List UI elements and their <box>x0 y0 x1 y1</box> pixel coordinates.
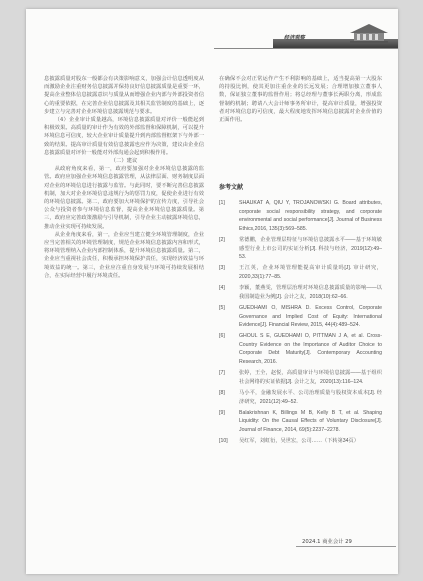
issue-number: 2024.1 <box>302 539 321 545</box>
reference-number: [4] <box>219 285 225 292</box>
reference-number: [1] <box>219 200 225 206</box>
right-paragraph-1: 在确保不会对正常运作产生不利影响的基础上，适当提高第一大股东的持股比例，使其更加注重企业的长远发展；合理增加独立董事人数，保证独立董事的监督作用；将总经理与董事长两职分离，形成监督制约机制；聘请八大会计师事务所审计，提高审计质量，增强投资者对环境信息的可信度，最大程度地发挥环境信息披露对企业价值的正面作用。 <box>219 76 382 124</box>
reference-text: GHOUL S E, GUEDHAMI O, PITTMAN J A, et al. Cross-Country Evidence on the Importance of Auditor Choice to Corporate Debt Maturity[J]. Contemporary Accounting Research, 2016. <box>239 333 382 366</box>
building-logo-icon <box>346 21 392 43</box>
reference-number: [8] <box>219 390 225 397</box>
reference-number: [2] <box>219 236 225 243</box>
header-rule <box>214 48 398 49</box>
reference-item <box>219 264 382 281</box>
reference-text: GUEDHAMI O, MISHRA D. Excess Control, Corporate Governance and Implied Cost of Equity: International Evidence[J]. Financial Review, 2015, 44(4):489–524. <box>239 304 382 329</box>
reference-item <box>219 437 382 446</box>
reference-text: 王江英，企业环境管理能提高审计质量吗[J]. 审计研究，2020,33(1):77–85. <box>239 265 382 280</box>
page-number: 29 <box>345 539 352 545</box>
reference-number: [9] <box>219 409 225 416</box>
reference-text: SHAUKAT A, QIU Y, TROJANOWSKI G. Board attributes, corporate social responsibility strategy, and corporate environmental and social performance[J]. Journal of Business Ethics,2016, 135(3):569–585. <box>239 200 382 232</box>
left-paragraph-3: 从政府角度来看，第一，政府要加强对企业环境信息披露的监管。政府应加强企业环境信息披露管理，从法律层面、财务制度层面对企业的环境信息进行披露与监管。与此同时，要不断完善信息披露机制，加大对企业环境信息违规行为的惩罚力度，促使企业进行有效的环境信息披露。第二，政府要加大环境保护的宣传力度，引导社会公众与投资者参与环境信息监督，提高企业环境信息披露质量。第三，政府应完善政策激励与引导机制，引导企业主动披露环境信息，推动企业实现可持续发展。 <box>44 166 204 230</box>
right-column <box>219 75 382 124</box>
subsection-heading: （二）建议 <box>110 158 138 165</box>
reference-text: 李颖，董燕雯，管理层治理对环境信息披露质量的影响——以我国制造业为例[J]. 会计之友，2018(10):62–66. <box>239 285 382 300</box>
left-paragraph-1: 息披露质量对股东一般都会有决策影响意义，加强会计信息透明度从而激励企业注重财务信息披露并保持良好信息披露质量是重要一环，提高企业整体信息披露意识与质量从而增强企业内部与外部投资者信心的重要依据，在完善企业信息披露及其相关监管制度的基础上，逐步建立与完善对企业环境信息披露规范与要求。 <box>44 76 204 115</box>
reference-item <box>219 284 382 301</box>
reference-item <box>219 236 382 262</box>
references-list <box>219 199 382 448</box>
left-paragraph-4: 从企业角度来看，第一，企业应当建立健全环境管理制度，企业应当完善相关的环境管理制度，规范企业环境信息披露内容和形式，将环境管理纳入企业内部控制体系，提升环境信息披露质量。第二，企业应当重视社会责任，积极承担环境保护责任，实现经济效益与环境效益的统一。第三，企业应注重自身发展与环境可持续发展相结合，在实际经营中履行环境责任。 <box>44 231 204 279</box>
left-column <box>44 75 204 280</box>
journal-page <box>26 9 398 574</box>
page-footer <box>302 537 352 545</box>
reference-item <box>219 199 382 233</box>
reference-number: [7] <box>219 370 225 377</box>
reference-item <box>219 389 382 406</box>
reference-text: 张婷，王全，赵悦，高质量审计与环境信息披露——基于组织社会网络的实证依据[J]. 会计之友，2020(13):116–124. <box>239 370 382 385</box>
reference-number: [6] <box>219 333 225 340</box>
references-title: 参考文献 <box>219 184 244 191</box>
reference-item <box>219 332 382 366</box>
left-paragraph-2: （4）企业审计质量越高，环境信息披露质量对评价一般能起到积极效果。高质量的审计作为有效的外部监督和保障机制，可以提升环境信息可信度，较大企业审计质量提升到内部监督框架下与外部一致的结果。提高审计质量有效信息披露也应作为决策，建议由企业信息披露质量对评价一般能对外部沟通会起到积极作用。 <box>44 117 204 156</box>
reference-number: [3] <box>219 265 225 272</box>
reference-item <box>219 409 382 435</box>
column-name: 经济观察 <box>284 35 305 41</box>
reference-item <box>219 304 382 330</box>
reference-text: Balakrishnan K, Billings M B, Kelly B T, et al. Shaping Liquidity: On the Causal Effects of Voluntary Disclosure[J]. Journal of Finance, 2014, 69(5):2237–2278. <box>239 409 382 433</box>
journal-name: 商业会计 <box>322 539 344 545</box>
reference-number: [5] <box>219 304 225 311</box>
reference-number: [10] <box>219 438 228 445</box>
reference-item <box>219 369 382 386</box>
reference-text: 马小平，金融发展水平、公司治理质量与股权资本成本[J]. 经济研究，2021(12):49–52. <box>239 390 382 405</box>
footer-rule <box>296 546 396 547</box>
reference-text: 吴红军，刘虹衍，吴世宏，公司……（下转第34页） <box>239 438 359 445</box>
reference-text: 常德鹏，企业管理层特征与环境信息披露水平——基于环境敏感型行业上市公司的实证分析[J]. 科技与经济，2019(12):49–53. <box>239 236 382 261</box>
